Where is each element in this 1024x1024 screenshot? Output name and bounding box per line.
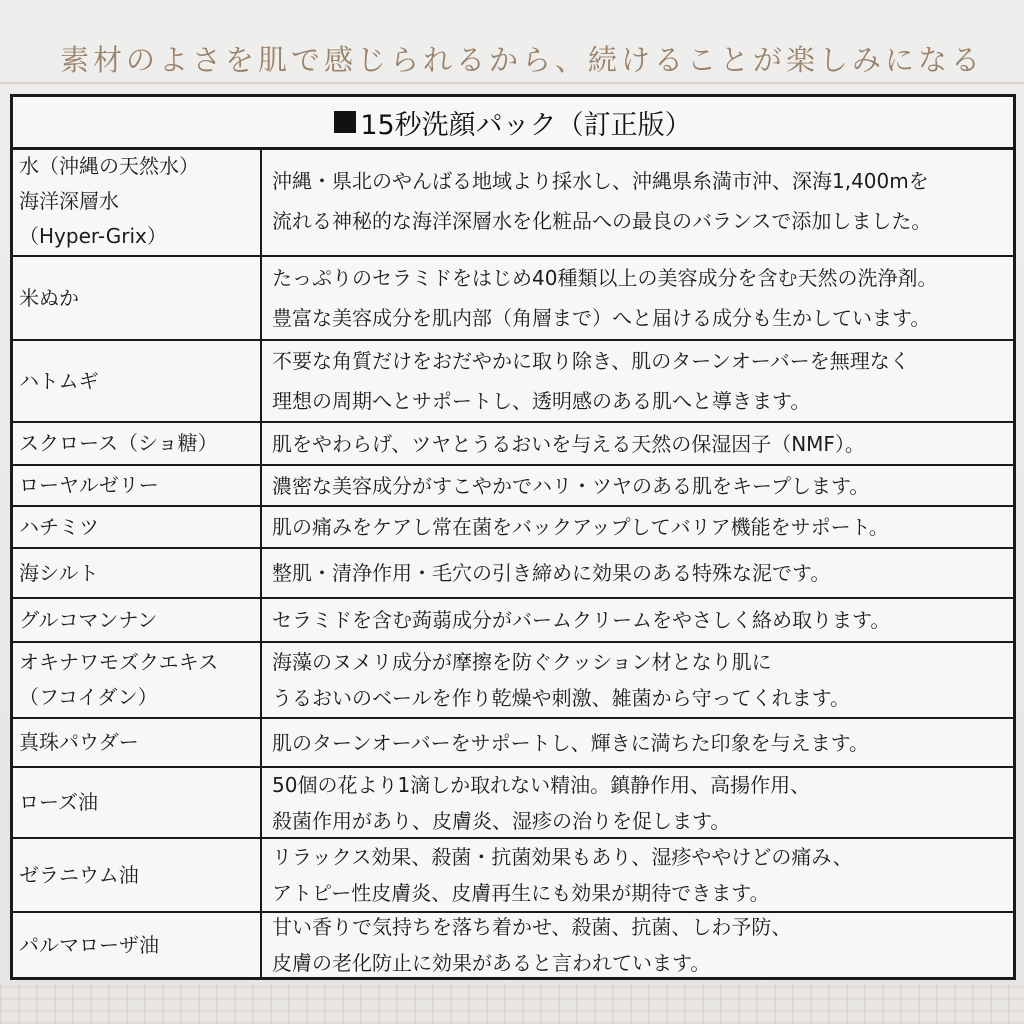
ingredient-description: 流れる神秘的な海洋深層水を化粧品への最良のバランスで添加しました。 bbox=[272, 209, 932, 233]
ingredient-name-cell bbox=[13, 257, 262, 339]
ingredient-name: 海シルト bbox=[19, 560, 99, 585]
ingredient-description: 不要な角質だけをおだやかに取り除き、肌のターンオーバーを無理なく bbox=[272, 349, 910, 373]
ingredient-description-cell bbox=[264, 719, 1013, 766]
ingredient-name: ハトムギ bbox=[19, 368, 99, 393]
ingredient-table bbox=[10, 94, 1016, 980]
ingredient-description: 肌の痛みをケアし常在菌をバックアップしてバリア機能をサポート。 bbox=[272, 515, 889, 539]
table-row bbox=[13, 768, 1013, 839]
ingredient-description: うるおいのベールを作り乾燥や刺激、雑菌から守ってくれます。 bbox=[272, 686, 850, 710]
ingredient-description: たっぷりのセラミドをはじめ40種類以上の美容成分を含む天然の洗浄剤。 bbox=[272, 266, 938, 290]
ingredient-description: 理想の周期へとサポートし、透明感のある肌へと導きます。 bbox=[272, 389, 811, 413]
ingredient-description-cell bbox=[264, 466, 1013, 505]
ingredient-name-cell bbox=[13, 913, 262, 977]
table-row bbox=[13, 423, 1013, 466]
ingredient-name: 米ぬか bbox=[19, 285, 79, 310]
ingredient-description-cell bbox=[264, 549, 1013, 597]
ingredient-name: ゼラニウム油 bbox=[19, 862, 139, 887]
ingredient-name: 真珠パウダー bbox=[19, 730, 139, 754]
ingredient-name-cell bbox=[13, 466, 262, 505]
ingredient-name: 海洋深層水 bbox=[19, 188, 119, 213]
ingredient-description-cell bbox=[264, 643, 1013, 717]
ingredient-description: 豊富な美容成分を肌内部（角層まで）へと届ける成分も生かしています。 bbox=[272, 306, 931, 330]
ingredient-description-cell bbox=[264, 599, 1013, 641]
ingredient-description: 整肌・清浄作用・毛穴の引き締めに効果のある特殊な泥です。 bbox=[272, 561, 831, 585]
ingredient-name-cell bbox=[13, 147, 262, 255]
table-title-row bbox=[13, 97, 1013, 150]
ingredient-description-cell bbox=[264, 257, 1013, 339]
table-title: 15秒洗顔パック（訂正版） bbox=[360, 109, 692, 141]
ingredient-name-cell bbox=[13, 341, 262, 421]
ingredient-description: 50個の花より1滴しか取れない精油。鎮静作用、高揚作用、 bbox=[272, 772, 811, 797]
ingredient-description: セラミドを含む蒟蒻成分がバームクリームをやさしく絡め取ります。 bbox=[272, 608, 891, 632]
ingredient-name: （フコイダン） bbox=[19, 685, 158, 709]
ingredient-description: アトピー性皮膚炎、皮膚再生にも効果が期待できます。 bbox=[272, 881, 770, 905]
ingredient-name-cell bbox=[13, 768, 262, 837]
ingredient-name: ハチミツ bbox=[19, 514, 99, 539]
black-square-icon bbox=[334, 111, 356, 133]
ingredient-name: パルマローザ油 bbox=[19, 932, 159, 957]
ingredient-name: （Hyper-Grix） bbox=[19, 223, 167, 248]
ingredient-description-cell bbox=[264, 423, 1013, 464]
table-row bbox=[13, 257, 1013, 341]
ingredient-name-cell bbox=[13, 839, 262, 911]
table-row bbox=[13, 913, 1013, 977]
ingredient-description-cell bbox=[264, 839, 1013, 911]
ingredient-description-cell bbox=[264, 147, 1013, 255]
ingredient-name-cell bbox=[13, 507, 262, 547]
table-row bbox=[13, 719, 1013, 768]
table-row bbox=[13, 466, 1013, 507]
decorative-lace-border bbox=[0, 984, 1024, 1024]
ingredient-name: 水（沖縄の天然水） bbox=[19, 153, 199, 178]
ingredient-description: 皮膚の老化防止に効果があると言われています。 bbox=[272, 951, 711, 975]
table-row bbox=[13, 549, 1013, 599]
ingredient-name-cell bbox=[13, 643, 262, 717]
ingredient-name-cell bbox=[13, 549, 262, 597]
ingredient-name-cell bbox=[13, 719, 262, 766]
ingredient-description: 肌のターンオーバーをサポートし、輝きに満ちた印象を与えます。 bbox=[272, 730, 869, 755]
ingredient-description-cell bbox=[264, 913, 1013, 977]
ingredient-name: スクロース（ショ糖） bbox=[19, 431, 218, 455]
ingredient-description: 肌をやわらげ、ツヤとうるおいを与える天然の保湿因子（NMF）。 bbox=[272, 431, 865, 456]
tagline: 素材のよさを肌で感じられるから、続けることが楽しみになる bbox=[60, 43, 985, 77]
tagline-divider bbox=[0, 82, 1024, 84]
ingredient-name: グルコマンナン bbox=[19, 607, 158, 632]
table-row bbox=[13, 147, 1013, 257]
ingredient-description: 濃密な美容成分がすこやかでハリ・ツヤのある肌をキープします。 bbox=[272, 473, 870, 498]
ingredient-description: 沖縄・県北のやんばる地域より採水し、沖縄県糸満市沖、深海1,400mを bbox=[272, 169, 929, 193]
ingredient-description-cell bbox=[264, 507, 1013, 547]
ingredient-description: 甘い香りで気持ちを落ち着かせ、殺菌、抗菌、しわ予防、 bbox=[272, 915, 792, 939]
ingredient-name: オキナワモズクエキス bbox=[19, 650, 219, 674]
table-row bbox=[13, 341, 1013, 423]
ingredient-name-cell bbox=[13, 423, 262, 464]
ingredient-description: リラックス効果、殺菌・抗菌効果もあり、湿疹ややけどの痛み、 bbox=[272, 845, 853, 869]
table-row bbox=[13, 599, 1013, 643]
table-row bbox=[13, 507, 1013, 549]
ingredient-name: ローヤルゼリー bbox=[19, 473, 159, 497]
table-row bbox=[13, 839, 1013, 913]
ingredient-description-cell bbox=[264, 768, 1013, 837]
ingredient-name-cell bbox=[13, 599, 262, 641]
ingredient-description-cell bbox=[264, 341, 1013, 421]
ingredient-description: 海藻のヌメリ成分が摩擦を防ぐクッション材となり肌に bbox=[272, 650, 772, 674]
ingredient-name: ローズ油 bbox=[19, 790, 98, 814]
table-row bbox=[13, 643, 1013, 719]
ingredient-description: 殺菌作用があり、皮膚炎、湿疹の治りを促します。 bbox=[272, 808, 731, 833]
